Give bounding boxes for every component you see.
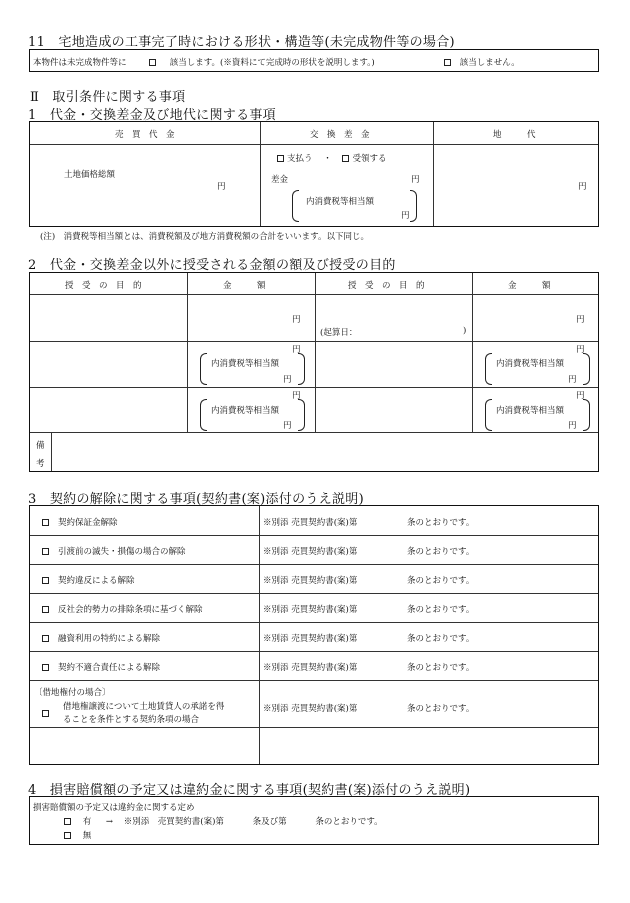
land-total-label: 土地価格総額 xyxy=(64,170,116,180)
yen-unit: 円 xyxy=(576,391,585,401)
tax-label: 内消費税等相当額 xyxy=(496,406,565,416)
remarks-label-2: 考 xyxy=(36,459,45,469)
section-3-heading: 3 契約の解除に関する事項(契約書(案)添付のうえ説明) xyxy=(28,492,364,507)
checkbox-icon[interactable] xyxy=(64,832,71,839)
header-purpose-1: 授 受 の 目 的 xyxy=(65,281,142,291)
bracket-left xyxy=(200,353,207,385)
yen-unit: 円 xyxy=(292,315,301,325)
bracket-right xyxy=(583,353,590,385)
bracket-left xyxy=(485,399,492,431)
header-amount-2: 金 額 xyxy=(508,281,551,291)
kisan-label: (起算日： xyxy=(320,328,358,338)
price-table xyxy=(29,121,599,227)
section-11-box xyxy=(29,49,599,72)
bracket-left xyxy=(292,190,299,222)
cancellation-ref-tail: 条のとおりです。 xyxy=(407,634,475,644)
cancellation-ref: ※別添 売買契約書(案)第 xyxy=(263,576,358,586)
tax-label: 内消費税等相当額 xyxy=(211,359,280,369)
lease-title: 〔借地権付の場合〕 xyxy=(34,688,111,698)
damages-box xyxy=(29,796,599,845)
bracket-right xyxy=(298,353,305,385)
yen-unit: 円 xyxy=(568,421,577,431)
cancellation-row-2: 引渡前の滅失・損傷の場合の解除 xyxy=(42,545,186,557)
checkbox-icon[interactable] xyxy=(42,577,49,584)
lease-checkbox xyxy=(42,709,52,719)
yen-unit: 円 xyxy=(576,315,585,325)
section-4-heading: 4 損害賠償額の予定又は違約金に関する事項(契約書(案)添付のうえ説明) xyxy=(28,783,471,798)
tax-label: 内消費税等相当額 xyxy=(211,406,280,416)
yen-unit: 円 xyxy=(401,211,410,221)
lease-line-1: 借地権譲渡について土地賃貸人の承諾を得 xyxy=(63,702,225,712)
sagaku-label: 差金 xyxy=(271,175,289,185)
cancellation-row-3: 契約違反による解除 xyxy=(42,574,135,586)
checkbox-icon[interactable] xyxy=(42,519,49,526)
yen-unit: 円 xyxy=(283,375,292,385)
cancellation-ref: ※別添 売買契約書(案)第 xyxy=(263,634,358,644)
cancellation-row-4: 反社会的勢力の排除条項に基づく解除 xyxy=(42,603,203,615)
bracket-left xyxy=(200,399,207,431)
exchange-options: 支払う ・ 受領する xyxy=(277,152,386,164)
yen-unit: 円 xyxy=(217,182,226,192)
tax-label: 内消費税等相当額 xyxy=(496,359,565,369)
checkbox-icon[interactable] xyxy=(42,664,49,671)
damages-yes-row: 有 → ※別添 売買契約書(案)第 条及び第 条のとおりです。 xyxy=(64,815,383,827)
bracket-right xyxy=(583,399,590,431)
cancellation-ref-tail: 条のとおりです。 xyxy=(407,518,475,528)
bracket-right xyxy=(410,190,417,222)
cancellation-ref: ※別添 売買契約書(案)第 xyxy=(263,547,358,557)
header-purpose-2: 授 受 の 目 的 xyxy=(348,281,425,291)
checkbox-icon[interactable] xyxy=(149,59,156,66)
section-11-lead: 本物件は未完成物件等に xyxy=(33,58,127,68)
header-sale-price: 売 買 代 金 xyxy=(115,130,175,140)
lease-ref-tail: 条のとおりです。 xyxy=(407,704,475,714)
damages-no-row: 無 xyxy=(64,829,91,841)
tax-label: 内消費税等相当額 xyxy=(306,197,375,207)
cancellation-ref: ※別添 売買契約書(案)第 xyxy=(263,605,358,615)
bracket-left xyxy=(485,353,492,385)
checkbox-icon[interactable] xyxy=(42,606,49,613)
checkbox-icon[interactable] xyxy=(42,635,49,642)
yen-unit: 円 xyxy=(576,345,585,355)
yen-unit: 円 xyxy=(283,421,292,431)
note-tax: (注) 消費税等相当額とは、消費税額及び地方消費税額の合計をいいます。以下同じ。 xyxy=(40,232,369,242)
arrow-right-icon: → xyxy=(105,817,114,827)
lease-ref: ※別添 売買契約書(案)第 xyxy=(263,704,358,714)
cancellation-ref-tail: 条のとおりです。 xyxy=(407,547,475,557)
cancellation-ref: ※別添 売買契約書(案)第 xyxy=(263,663,358,673)
cancellation-ref-tail: 条のとおりです。 xyxy=(407,605,475,615)
checkbox-icon[interactable] xyxy=(64,818,71,825)
cancellation-row-5: 融資利用の特約による解除 xyxy=(42,632,160,644)
yen-unit: 円 xyxy=(292,345,301,355)
lease-line-2: ることを条件とする契約条項の場合 xyxy=(63,715,200,725)
bracket-right xyxy=(298,399,305,431)
checkbox-icon[interactable] xyxy=(277,155,284,162)
kisan-close: ) xyxy=(463,326,467,336)
remarks-label-1: 備 xyxy=(36,441,45,451)
cancellation-ref-tail: 条のとおりです。 xyxy=(407,576,475,586)
yen-unit: 円 xyxy=(292,391,301,401)
cancellation-table xyxy=(29,505,599,765)
section-11-option-no: 該当しません。 xyxy=(444,56,520,68)
checkbox-icon[interactable] xyxy=(42,710,49,717)
subsection-1-heading: 1 代金・交換差金及び地代に関する事項 xyxy=(28,108,276,123)
section-ii-heading: Ⅱ 取引条件に関する事項 xyxy=(30,90,186,105)
damages-lead: 損害賠償額の予定又は違約金に関する定め xyxy=(33,803,195,813)
yen-unit: 円 xyxy=(578,182,587,192)
payment-table xyxy=(29,272,599,472)
cancellation-row-6: 契約不適合責任による解除 xyxy=(42,661,160,673)
yen-unit: 円 xyxy=(568,375,577,385)
yen-unit: 円 xyxy=(411,175,420,185)
section-11-heading: 11 宅地造成の工事完了時における形状・構造等(未完成物件等の場合) xyxy=(28,35,455,50)
checkbox-icon[interactable] xyxy=(342,155,349,162)
section-2-heading: 2 代金・交換差金以外に授受される金額の額及び授受の目的 xyxy=(28,258,396,273)
checkbox-icon[interactable] xyxy=(42,548,49,555)
header-rent: 地 代 xyxy=(493,130,536,140)
header-exchange: 交 換 差 金 xyxy=(310,130,370,140)
checkbox-icon[interactable] xyxy=(444,59,451,66)
header-amount-1: 金 額 xyxy=(223,281,266,291)
cancellation-ref: ※別添 売買契約書(案)第 xyxy=(263,518,358,528)
section-11-option-yes: 該当します。(※資料にて完成時の形状を説明します。) xyxy=(149,56,375,68)
cancellation-row-1: 契約保証金解除 xyxy=(42,516,118,528)
cancellation-ref-tail: 条のとおりです。 xyxy=(407,663,475,673)
